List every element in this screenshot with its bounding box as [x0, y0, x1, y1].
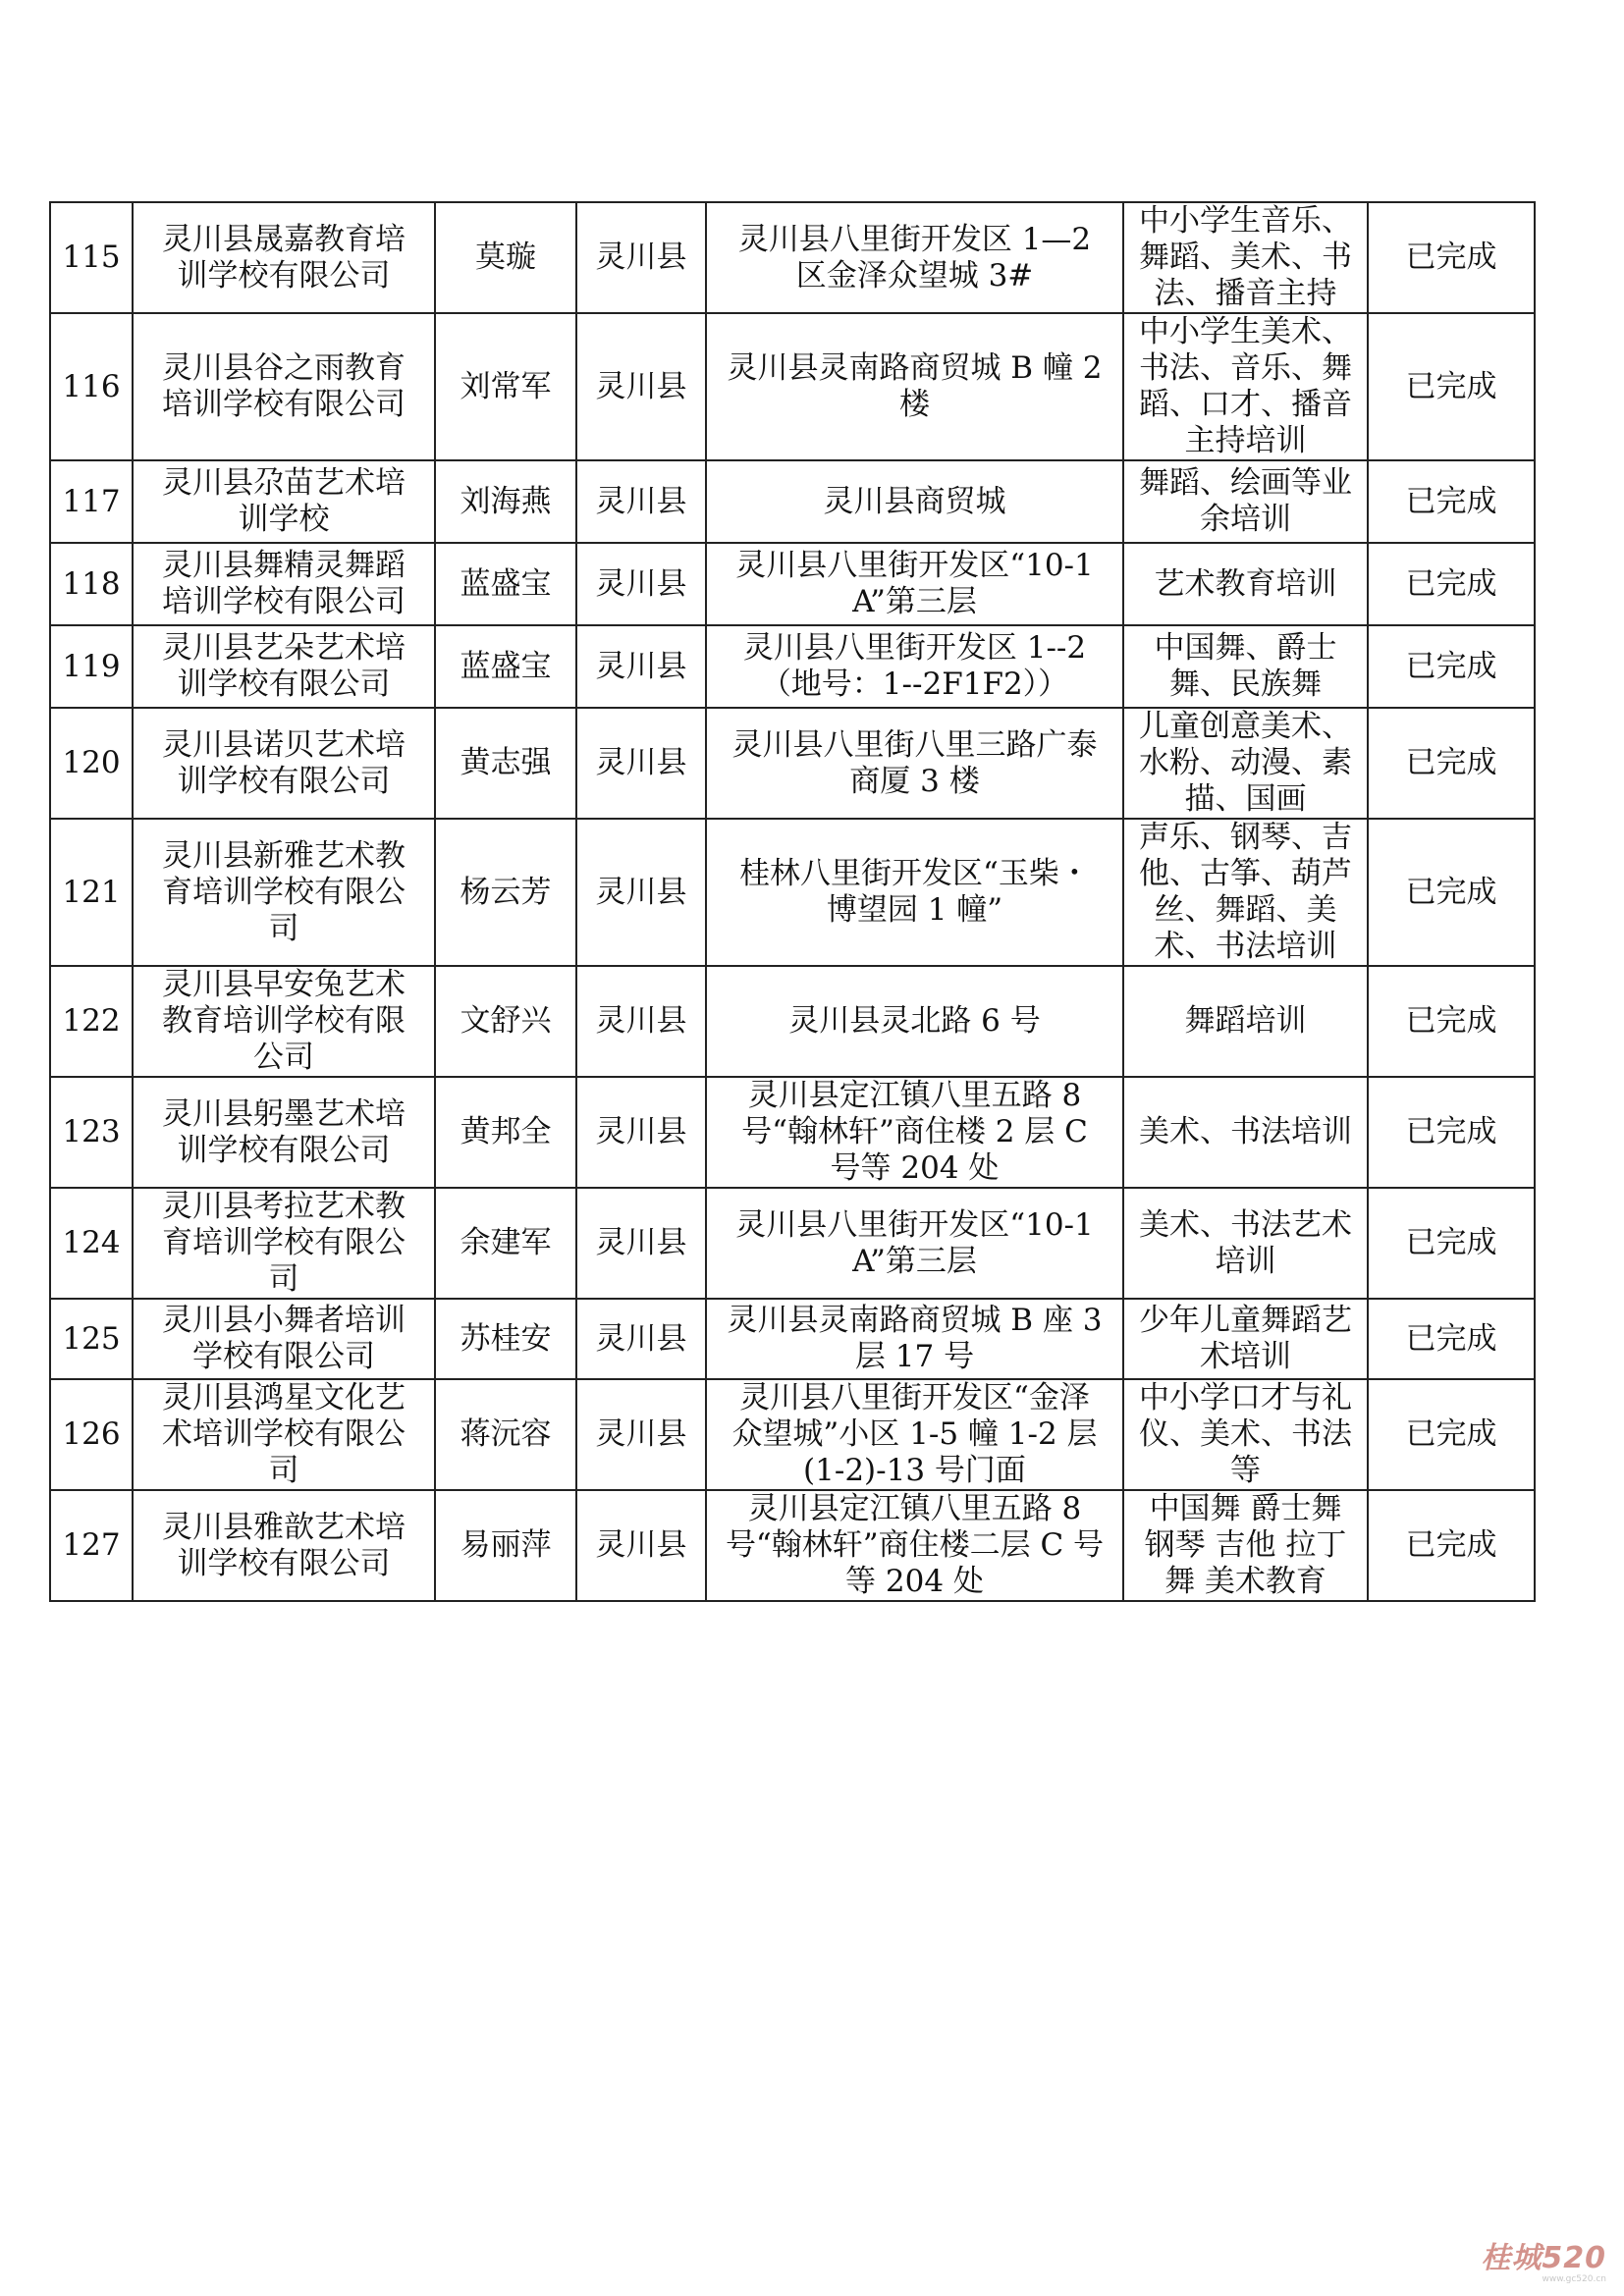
row-number-cell: 126	[50, 1379, 133, 1490]
school-address-cell: 灵川县八里街开发区“10-1A”第三层	[706, 1188, 1123, 1299]
site-watermark	[1459, 2243, 1606, 2286]
row-number-cell: 125	[50, 1299, 133, 1379]
legal-representative-cell: 莫璇	[435, 202, 576, 313]
row-number-cell: 120	[50, 708, 133, 819]
table-row	[50, 1299, 1535, 1379]
county-cell: 灵川县	[576, 1188, 706, 1299]
county-cell: 灵川县	[576, 1490, 706, 1601]
school-address-cell: 灵川县商贸城	[706, 460, 1123, 543]
legal-representative-cell: 易丽萍	[435, 1490, 576, 1601]
school-name-cell: 灵川县诺贝艺术培训学校有限公司	[133, 708, 435, 819]
training-content-cell: 声乐、钢琴、吉他、古筝、葫芦丝、舞蹈、美术、书法培训	[1123, 819, 1368, 966]
school-name-cell: 灵川县早安兔艺术教育培训学校有限公司	[133, 966, 435, 1077]
school-name-cell: 灵川县尕苗艺术培训学校	[133, 460, 435, 543]
school-address-cell: 灵川县八里街开发区“金泽众望城”小区 1-5 幢 1-2 层(1-2)-13 号门面	[706, 1379, 1123, 1490]
table-row	[50, 1379, 1535, 1490]
legal-representative-cell: 刘海燕	[435, 460, 576, 543]
school-name-cell: 灵川县新雅艺术教育培训学校有限公司	[133, 819, 435, 966]
county-cell: 灵川县	[576, 543, 706, 625]
legal-representative-cell: 黄邦全	[435, 1077, 576, 1188]
rectification-status-cell: 已完成	[1368, 313, 1535, 460]
table-row	[50, 313, 1535, 460]
school-name-cell: 灵川县舞精灵舞蹈培训学校有限公司	[133, 543, 435, 625]
school-name-cell: 灵川县躬墨艺术培训学校有限公司	[133, 1077, 435, 1188]
school-address-cell: 灵川县定江镇八里五路 8 号“翰林轩”商住楼二层 C 号等 204 处	[706, 1490, 1123, 1601]
rectification-status-cell: 已完成	[1368, 1299, 1535, 1379]
row-number-cell: 121	[50, 819, 133, 966]
legal-representative-cell: 蓝盛宝	[435, 625, 576, 708]
rectification-status-cell: 已完成	[1368, 202, 1535, 313]
legal-representative-cell: 杨云芳	[435, 819, 576, 966]
rectification-status-cell: 已完成	[1368, 819, 1535, 966]
row-number-cell: 124	[50, 1188, 133, 1299]
rectification-status-cell: 已完成	[1368, 625, 1535, 708]
training-content-cell: 舞蹈培训	[1123, 966, 1368, 1077]
legal-representative-cell: 刘常军	[435, 313, 576, 460]
watermark-brand: 桂城520	[1481, 2241, 1606, 2275]
school-address-cell: 灵川县灵北路 6 号	[706, 966, 1123, 1077]
school-name-cell: 灵川县谷之雨教育培训学校有限公司	[133, 313, 435, 460]
rectification-status-cell: 已完成	[1368, 1077, 1535, 1188]
legal-representative-cell: 苏桂安	[435, 1299, 576, 1379]
table-row	[50, 625, 1535, 708]
table-row	[50, 1077, 1535, 1188]
table-row	[50, 819, 1535, 966]
county-cell: 灵川县	[576, 1077, 706, 1188]
rectification-status-cell: 已完成	[1368, 1490, 1535, 1601]
school-address-cell: 灵川县定江镇八里五路 8 号“翰林轩”商住楼 2 层 C 号等 204 处	[706, 1077, 1123, 1188]
rectification-status-cell: 已完成	[1368, 966, 1535, 1077]
school-list-table	[49, 201, 1536, 1602]
row-number-cell: 119	[50, 625, 133, 708]
training-content-cell: 美术、书法艺术培训	[1123, 1188, 1368, 1299]
county-cell: 灵川县	[576, 202, 706, 313]
school-name-cell: 灵川县雅歆艺术培训学校有限公司	[133, 1490, 435, 1601]
table-row	[50, 1188, 1535, 1299]
row-number-cell: 115	[50, 202, 133, 313]
county-cell: 灵川县	[576, 1299, 706, 1379]
rectification-status-cell: 已完成	[1368, 1188, 1535, 1299]
row-number-cell: 117	[50, 460, 133, 543]
legal-representative-cell: 黄志强	[435, 708, 576, 819]
school-name-cell: 灵川县考拉艺术教育培训学校有限公司	[133, 1188, 435, 1299]
rectification-status-cell: 已完成	[1368, 543, 1535, 625]
row-number-cell: 127	[50, 1490, 133, 1601]
row-number-cell: 118	[50, 543, 133, 625]
county-cell: 灵川县	[576, 625, 706, 708]
table-row	[50, 1490, 1535, 1601]
school-name-cell: 灵川县小舞者培训学校有限公司	[133, 1299, 435, 1379]
county-cell: 灵川县	[576, 460, 706, 543]
school-name-cell: 灵川县晟嘉教育培训学校有限公司	[133, 202, 435, 313]
table-row	[50, 708, 1535, 819]
legal-representative-cell: 余建军	[435, 1188, 576, 1299]
training-content-cell: 中国舞 爵士舞 钢琴 吉他 拉丁舞 美术教育	[1123, 1490, 1368, 1601]
school-address-cell: 灵川县灵南路商贸城 B 幢 2 楼	[706, 313, 1123, 460]
rectification-status-cell: 已完成	[1368, 1379, 1535, 1490]
school-address-cell: 灵川县八里街开发区“10-1A”第三层	[706, 543, 1123, 625]
table-row	[50, 460, 1535, 543]
county-cell: 灵川县	[576, 708, 706, 819]
table-row	[50, 966, 1535, 1077]
row-number-cell: 116	[50, 313, 133, 460]
school-name-cell: 灵川县鸿星文化艺术培训学校有限公司	[133, 1379, 435, 1490]
school-address-cell: 灵川县灵南路商贸城 B 座 3 层 17 号	[706, 1299, 1123, 1379]
school-address-cell: 灵川县八里街开发区 1—2 区金泽众望城 3#	[706, 202, 1123, 313]
training-content-cell: 舞蹈、绘画等业余培训	[1123, 460, 1368, 543]
training-content-cell: 中小学生音乐、舞蹈、美术、书法、播音主持	[1123, 202, 1368, 313]
county-cell: 灵川县	[576, 313, 706, 460]
school-address-cell: 灵川县八里街开发区 1--2（地号：1--2F1F2））	[706, 625, 1123, 708]
school-address-cell: 桂林八里街开发区“玉柴・博望园 1 幢”	[706, 819, 1123, 966]
table-row	[50, 202, 1535, 313]
legal-representative-cell: 文舒兴	[435, 966, 576, 1077]
county-cell: 灵川县	[576, 819, 706, 966]
training-content-cell: 中国舞、爵士舞、民族舞	[1123, 625, 1368, 708]
training-content-cell: 儿童创意美术、水粉、动漫、素描、国画	[1123, 708, 1368, 819]
training-content-cell: 中小学生美术、书法、音乐、舞蹈、口才、播音主持培训	[1123, 313, 1368, 460]
rectification-status-cell: 已完成	[1368, 460, 1535, 543]
legal-representative-cell: 蒋沅容	[435, 1379, 576, 1490]
legal-representative-cell: 蓝盛宝	[435, 543, 576, 625]
watermark-site: www.gc520.cn	[1542, 2274, 1606, 2284]
row-number-cell: 122	[50, 966, 133, 1077]
county-cell: 灵川县	[576, 966, 706, 1077]
table-row	[50, 543, 1535, 625]
training-content-cell: 中小学口才与礼仪、美术、书法等	[1123, 1379, 1368, 1490]
training-content-cell: 艺术教育培训	[1123, 543, 1368, 625]
table-body	[50, 202, 1535, 1601]
training-content-cell: 美术、书法培训	[1123, 1077, 1368, 1188]
county-cell: 灵川县	[576, 1379, 706, 1490]
school-name-cell: 灵川县艺朵艺术培训学校有限公司	[133, 625, 435, 708]
rectification-status-cell: 已完成	[1368, 708, 1535, 819]
row-number-cell: 123	[50, 1077, 133, 1188]
training-content-cell: 少年儿童舞蹈艺术培训	[1123, 1299, 1368, 1379]
school-address-cell: 灵川县八里街八里三路广泰商厦 3 楼	[706, 708, 1123, 819]
